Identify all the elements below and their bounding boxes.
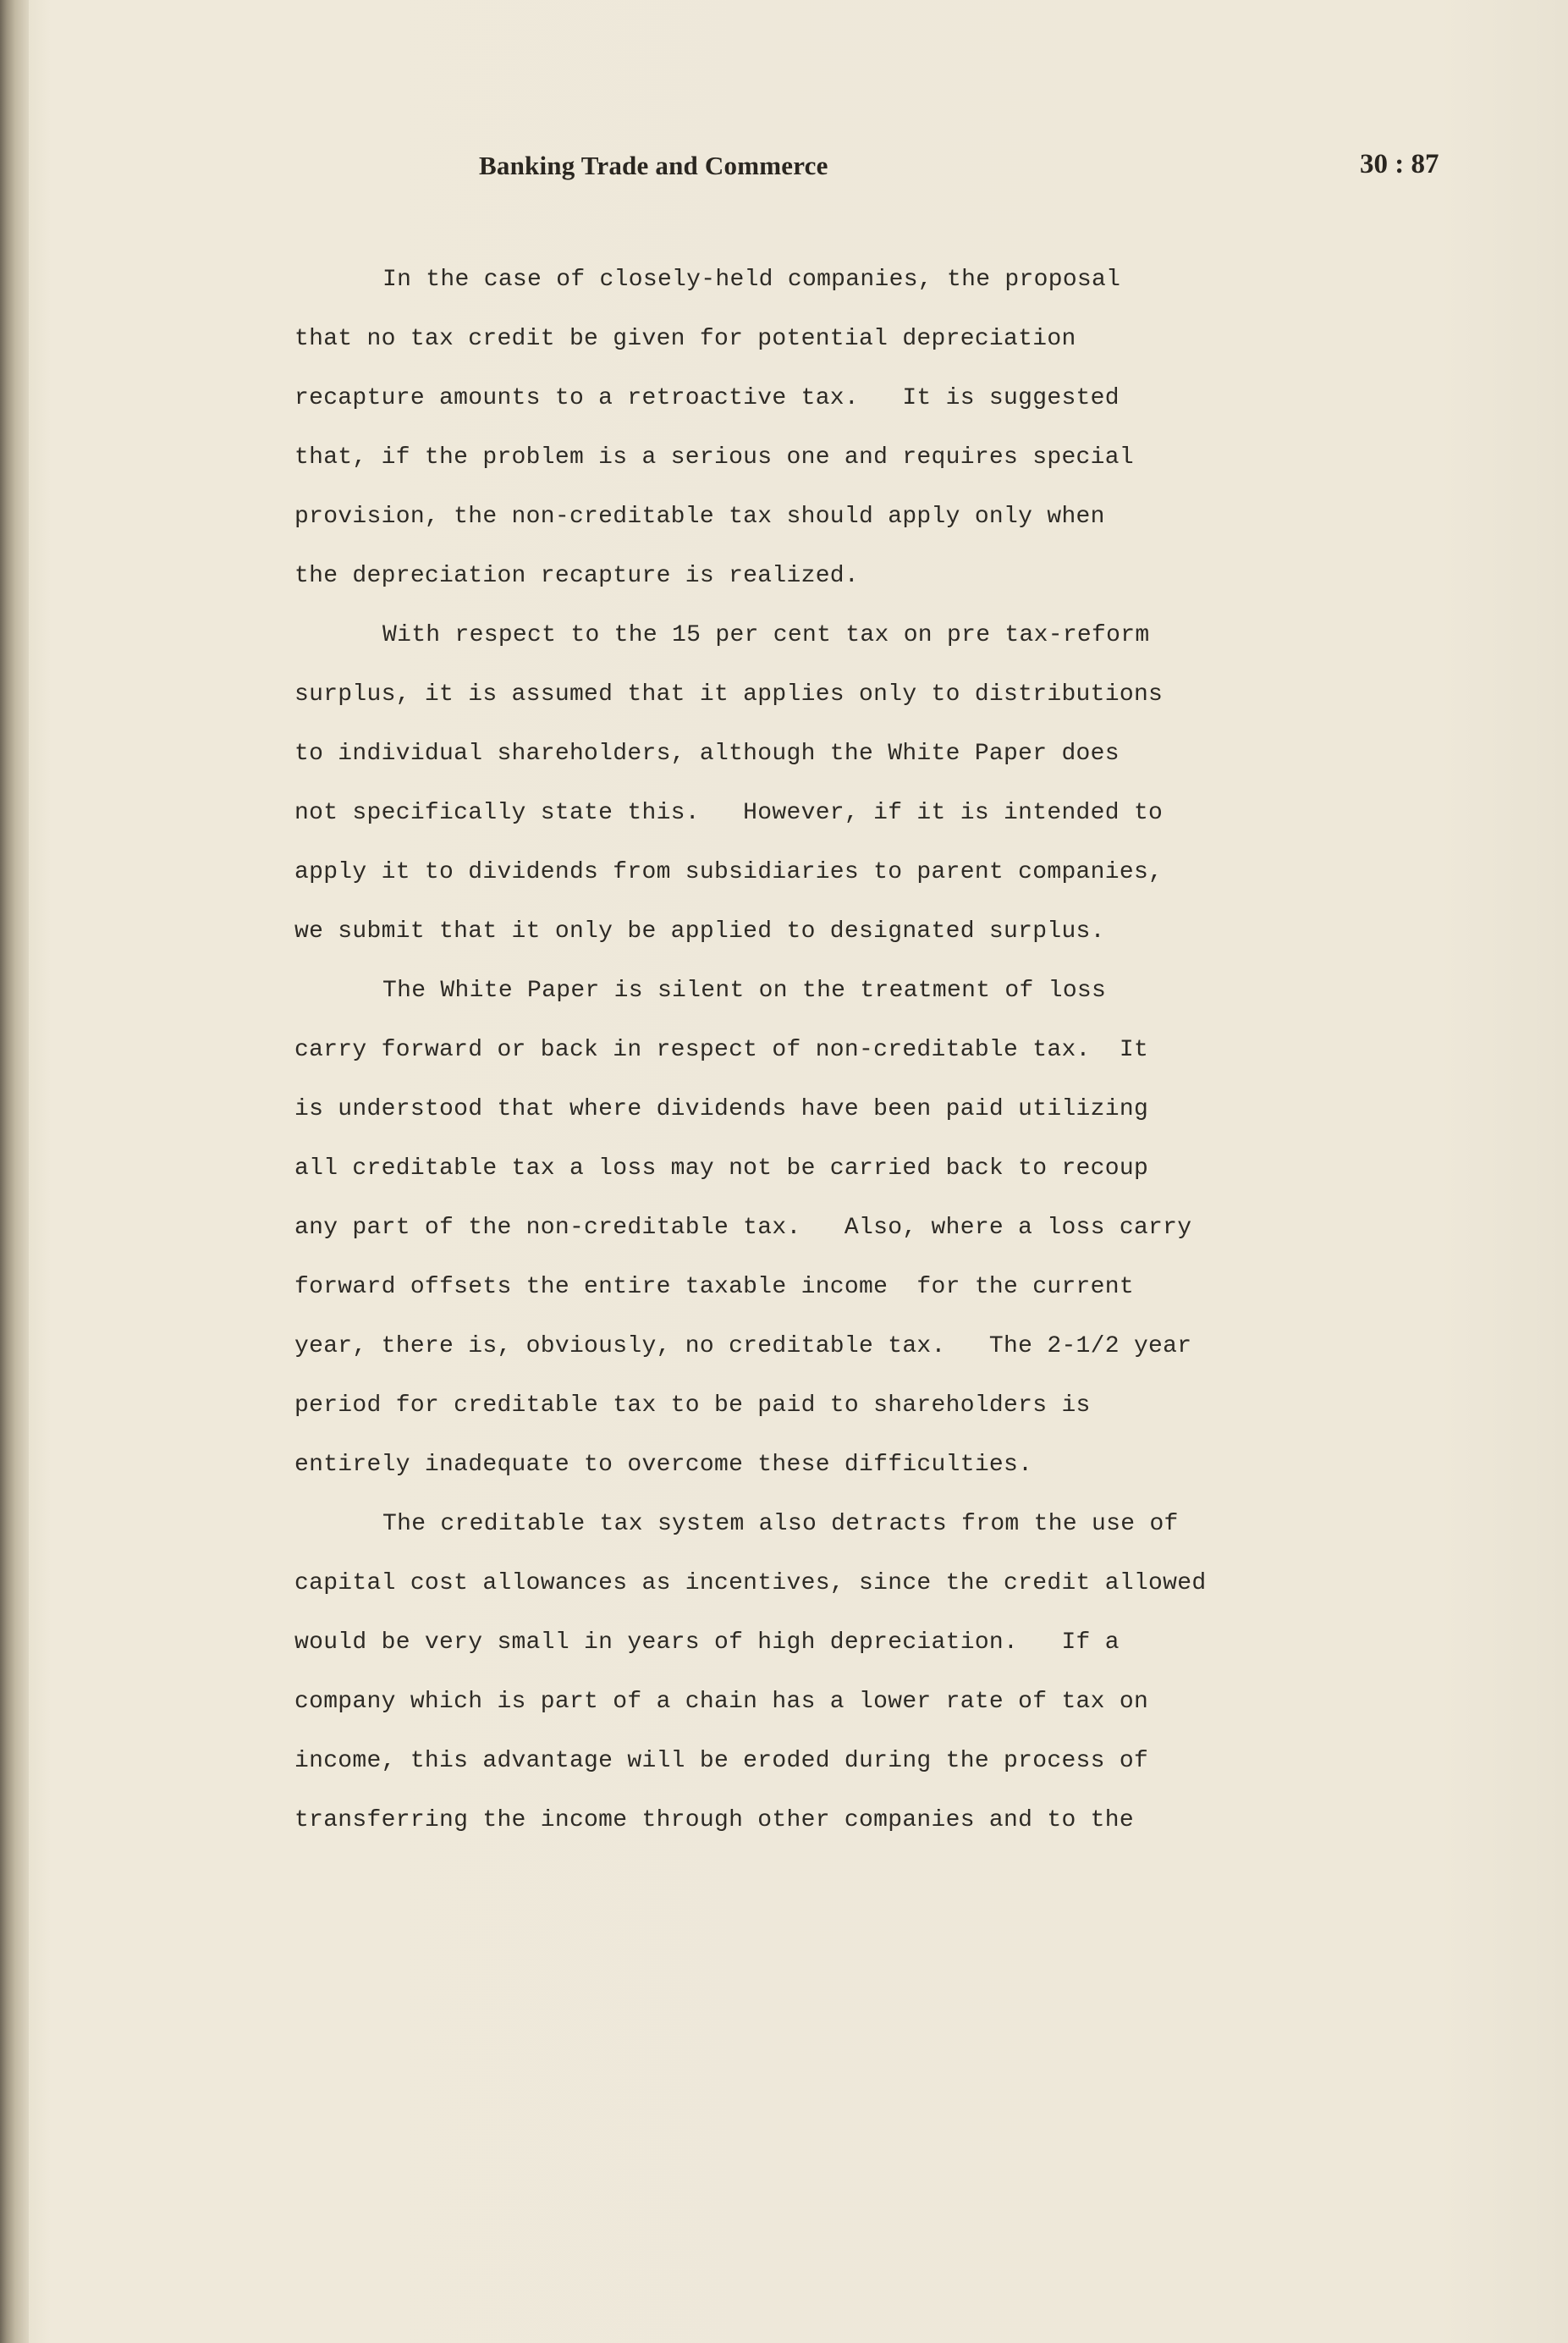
paragraph-2-line-3: to individual shareholders, although the White Paper does xyxy=(294,741,1120,767)
paragraph-1-line-1: In the case of closely-held companies, the proposal xyxy=(382,267,1121,293)
paragraph-3-line-7: year, there is, obviously, no creditable tax. The 2-1/2 year xyxy=(294,1333,1192,1359)
paragraph-2-line-4: not specifically state this. However, if it is intended to xyxy=(294,800,1164,826)
paragraph-2-line-2: surplus, it is assumed that it applies only to distributions xyxy=(294,681,1164,708)
paragraph-4-line-2: capital cost allowances as incentives, since the credit allowed xyxy=(294,1570,1207,1596)
paragraph-4-line-3: would be very small in years of high depreciation. If a xyxy=(294,1629,1120,1656)
paragraph-2-line-5: apply it to dividends from subsidiaries to parent companies, xyxy=(294,859,1164,885)
paragraph-1-line-4: that, if the problem is a serious one and requires special xyxy=(294,444,1134,471)
paragraph-4-line-1: The creditable tax system also detracts from the use of xyxy=(382,1511,1179,1537)
paragraph-4-line-5: income, this advantage will be eroded during the process of xyxy=(294,1748,1149,1774)
paragraph-3-line-2: carry forward or back in respect of non-creditable tax. It xyxy=(294,1037,1149,1063)
paragraph-1-line-6: the depreciation recapture is realized. xyxy=(294,563,860,589)
page-binding-edge xyxy=(0,0,29,2343)
paragraph-3-line-6: forward offsets the entire taxable income for the current xyxy=(294,1274,1134,1300)
page-number: 30 : 87 xyxy=(1360,149,1439,179)
paragraph-1-line-5: provision, the non-creditable tax should apply only when xyxy=(294,504,1105,530)
paragraph-3-line-5: any part of the non-creditable tax. Also, where a loss carry xyxy=(294,1215,1192,1241)
paragraph-2-line-1: With respect to the 15 per cent tax on pre tax-reform xyxy=(382,622,1150,648)
paragraph-1-line-2: that no tax credit be given for potential depreciation xyxy=(294,326,1076,352)
paragraph-3-line-3: is understood that where dividends have been paid utilizing xyxy=(294,1096,1149,1122)
running-header-title: Banking Trade and Commerce xyxy=(479,151,828,180)
paragraph-2-line-6: we submit that it only be applied to designated surplus. xyxy=(294,918,1105,945)
paragraph-3-line-9: entirely inadequate to overcome these difficulties. xyxy=(294,1452,1033,1478)
paragraph-4-line-6: transferring the income through other companies and to the xyxy=(294,1807,1134,1833)
paragraph-3-line-8: period for creditable tax to be paid to shareholders is xyxy=(294,1392,1091,1419)
paragraph-4-line-4: company which is part of a chain has a lower rate of tax on xyxy=(294,1689,1149,1715)
paragraph-3-line-4: all creditable tax a loss may not be carried back to recoup xyxy=(294,1155,1149,1182)
body-text xyxy=(294,251,1344,1850)
paragraph-3-line-1: The White Paper is silent on the treatment of loss xyxy=(382,978,1107,1004)
paragraph-1-line-3: recapture amounts to a retroactive tax. It is suggested xyxy=(294,385,1120,411)
